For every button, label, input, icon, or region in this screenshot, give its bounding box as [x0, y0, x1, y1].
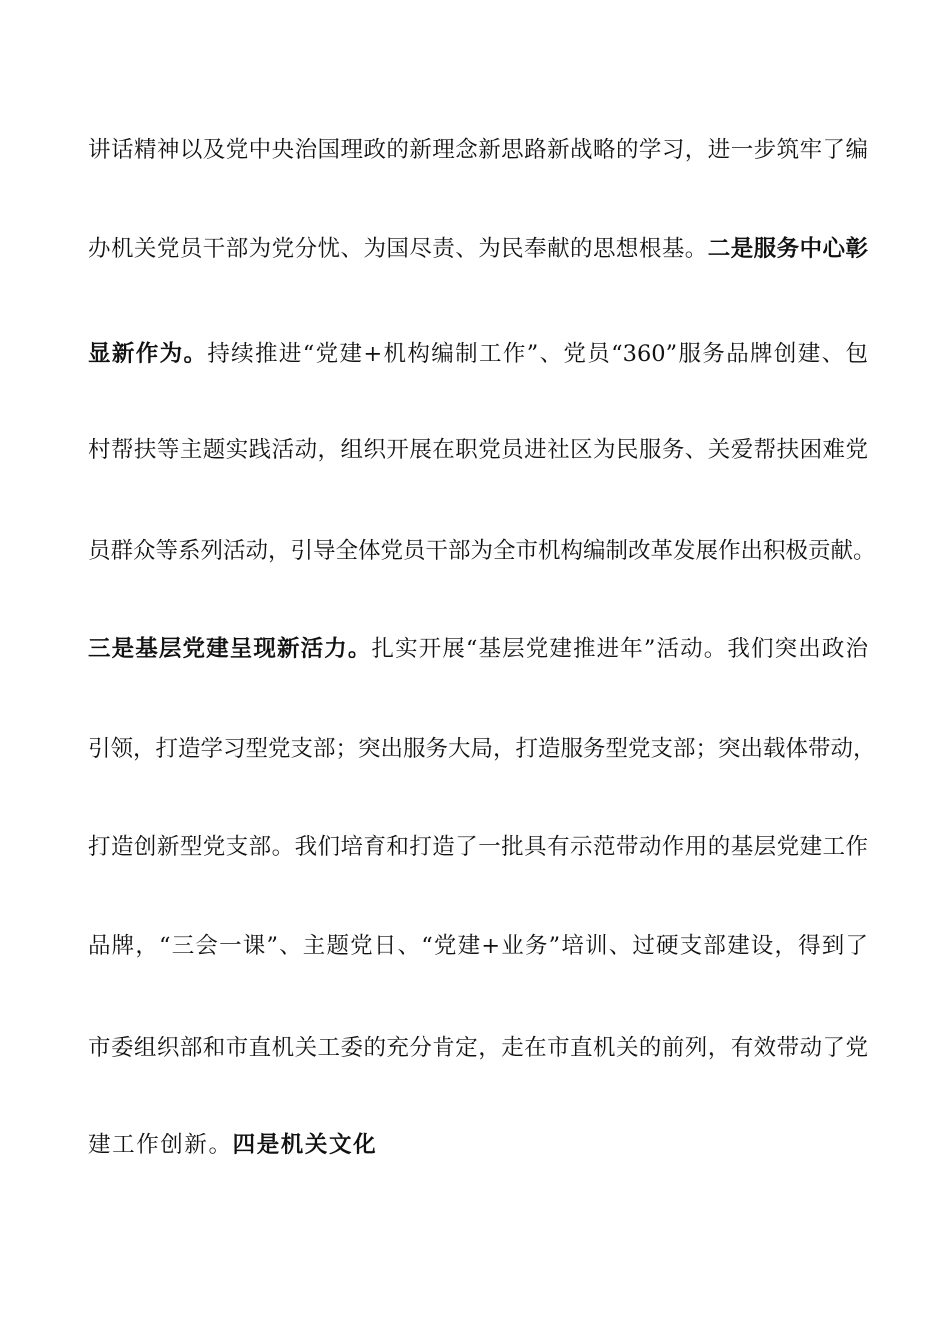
bold-heading-run: 二是服务中心彰 — [707, 236, 868, 262]
bold-heading-run: 显新作为。 — [88, 341, 208, 367]
text-line-3 — [88, 338, 868, 370]
text-run: 市委组织部和市直机关工委的充分肯定，走在市直机关的前列，有效带动了党 — [88, 1035, 868, 1061]
text-run: 员群众等系列活动，引导全体党员干部为全市机构编制改革发展作出积极贡献。 — [88, 538, 876, 564]
text-run: 办机关党员干部为党分忧、为国尽责、为民奉献的思想根基。 — [88, 236, 708, 262]
text-line-11 — [88, 1129, 868, 1161]
text-line-2 — [88, 233, 868, 265]
bold-heading-run: 三是基层党建呈现新活力。 — [88, 636, 372, 662]
text-line-6 — [88, 633, 868, 665]
text-run: 持续推进“党建+机构编制工作”、党员“360”服务品牌创建、包 — [207, 341, 868, 367]
text-run: 建工作创新。 — [88, 1132, 233, 1158]
text-run: 品牌，“三会一课”、主题党日、“党建+业务”培训、过硬支部建设，得到了 — [88, 933, 868, 959]
text-line-5 — [88, 535, 876, 567]
text-run: 引领，打造学习型党支部；突出服务大局，打造服务型党支部；突出载体带动， — [88, 736, 876, 762]
text-line-4 — [88, 434, 868, 466]
text-run: 讲话精神以及党中央治国理政的新理念新思路新战略的学习，进一步筑牢了编 — [88, 137, 868, 163]
text-run: 村帮扶等主题实践活动，组织开展在职党员进社区为民服务、关爱帮扶困难党 — [88, 437, 868, 463]
text-line-1 — [88, 134, 868, 166]
bold-heading-run: 四是机关文化 — [232, 1132, 378, 1158]
text-run: 扎实开展“基层党建推进年”活动。我们突出政治 — [371, 636, 868, 662]
text-line-7 — [88, 733, 876, 765]
text-line-8 — [88, 831, 868, 863]
text-line-10 — [88, 1032, 868, 1064]
text-run: 打造创新型党支部。我们培育和打造了一批具有示范带动作用的基层党建工作 — [88, 834, 868, 860]
text-line-9 — [88, 930, 868, 962]
